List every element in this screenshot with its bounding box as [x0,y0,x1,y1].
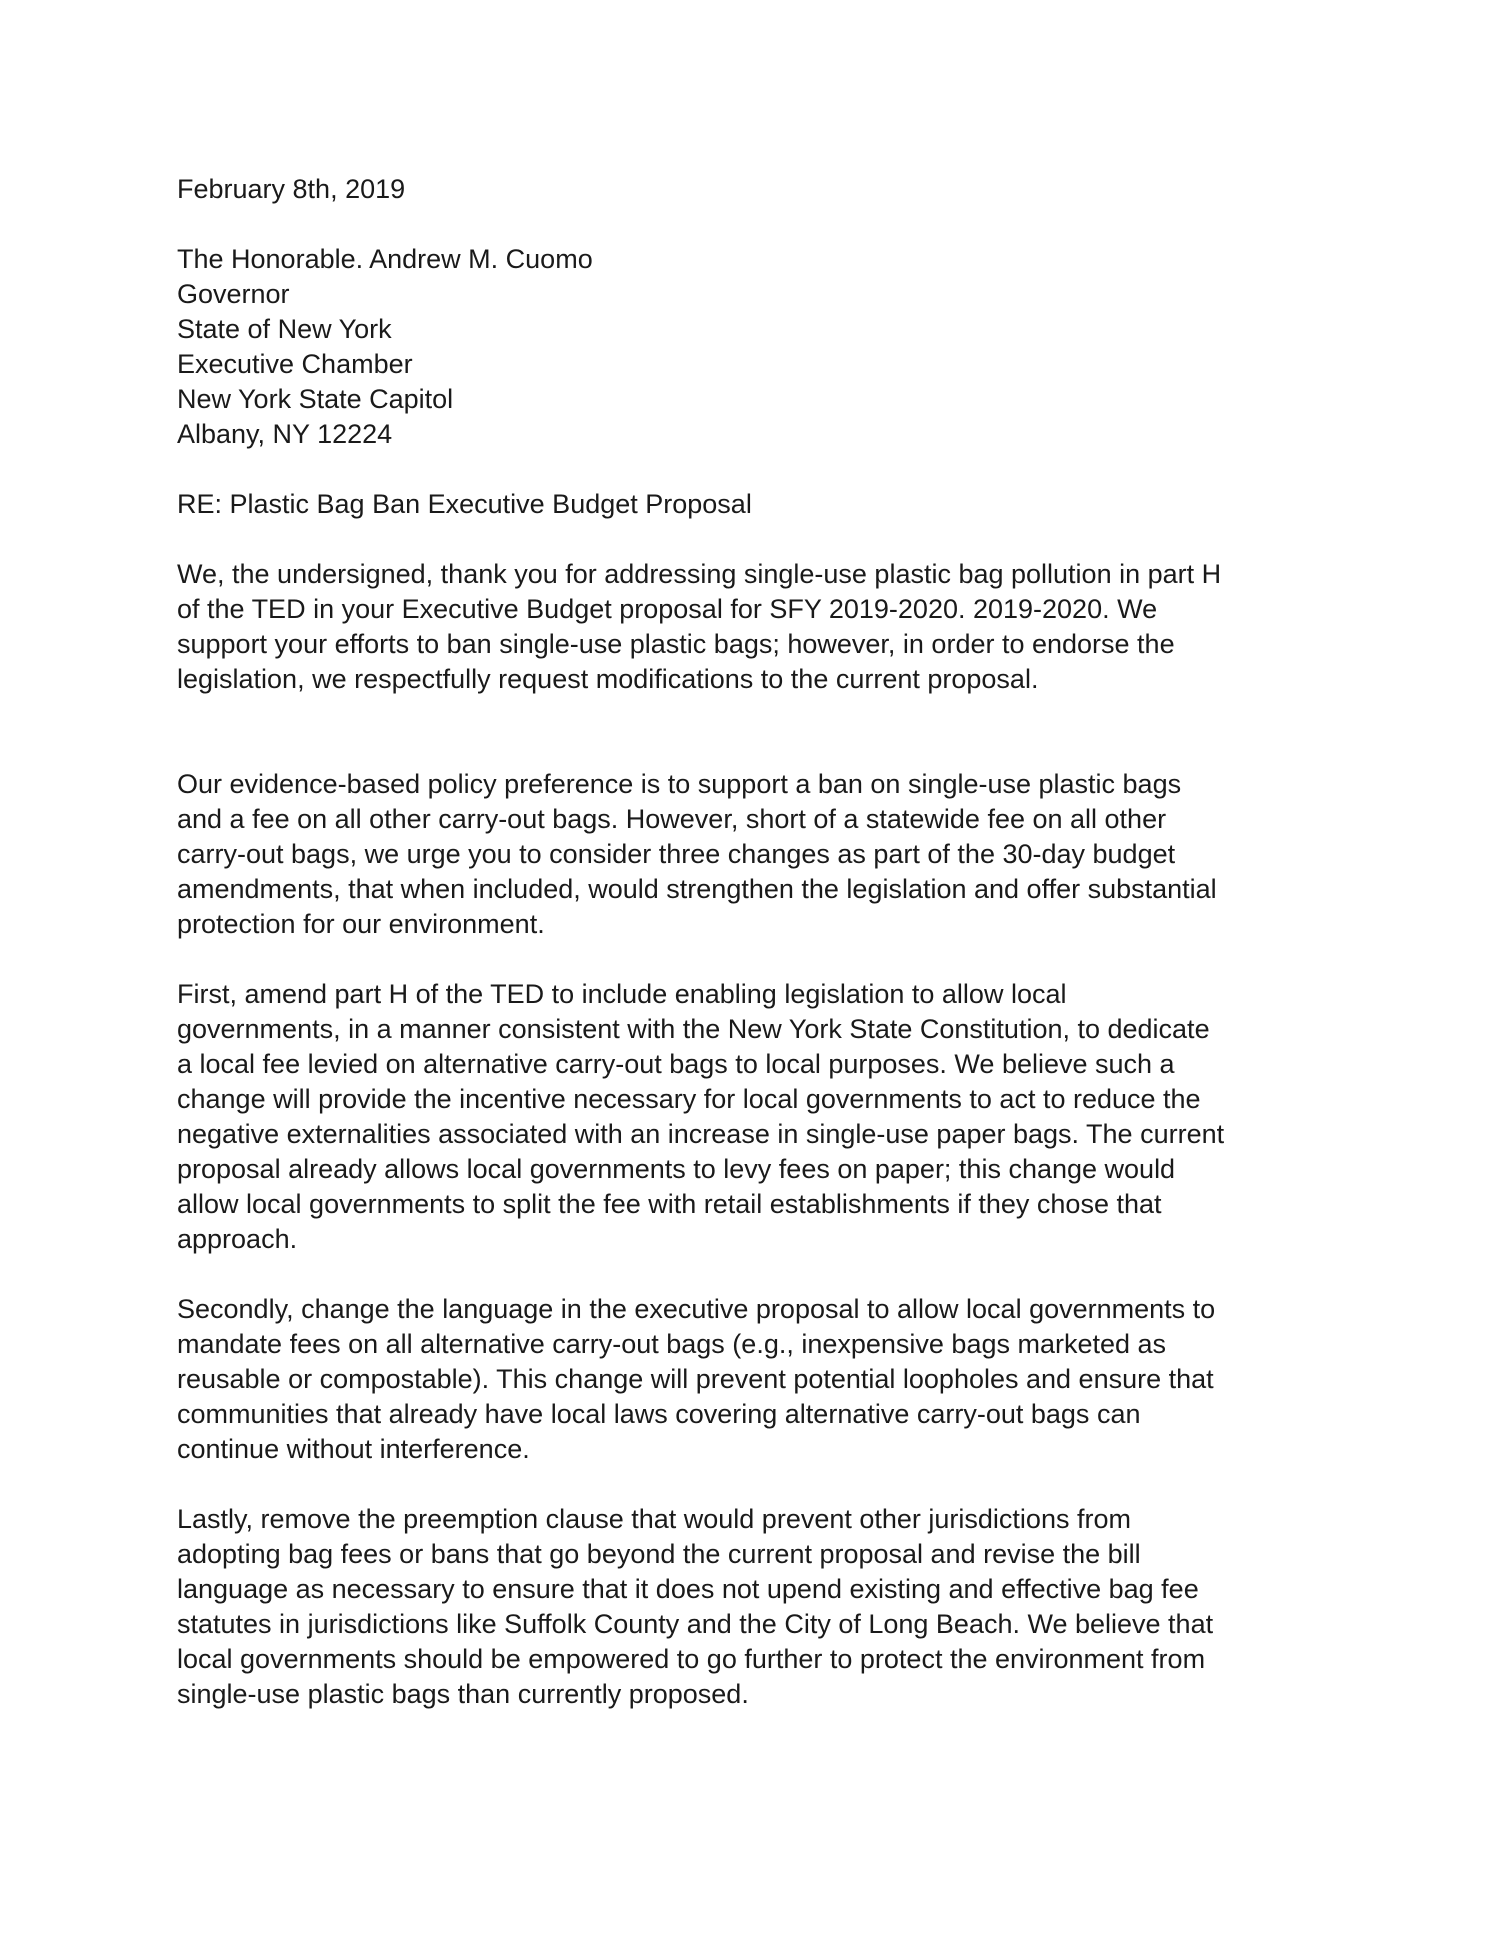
recipient-address [177,242,1347,452]
paragraph-first-change [177,977,1347,1257]
paragraph-line: mandate fees on all alternative carry-out bags (e.g., inexpensive bags marketed as [177,1329,1167,1359]
paragraph-line: of the TED in your Executive Budget proposal for SFY 2019-2020. 2019-2020. We [177,594,1158,624]
paragraph-line: and a fee on all other carry-out bags. However, short of a statewide fee on all other [177,804,1167,834]
paragraph-line: negative externalities associated with an increase in single-use paper bags. The current [177,1119,1225,1149]
paragraph-third-change [177,1502,1347,1712]
letter-body [177,172,1347,1712]
paragraph-line: amendments, that when included, would strengthen the legislation and offer substantial [177,874,1217,904]
paragraph-line: Lastly, remove the preemption clause that would prevent other jurisdictions from [177,1504,1131,1534]
paragraph-line: language as necessary to ensure that it does not upend existing and effective bag fee [177,1574,1199,1604]
paragraph-line: continue without interference. [177,1434,530,1464]
paragraph-line: adopting bag fees or bans that go beyond the current proposal and revise the bill [177,1539,1141,1569]
paragraph-line: reusable or compostable). This change will prevent potential loopholes and ensure that [177,1364,1214,1394]
paragraph-line: local governments should be empowered to go further to protect the environment from [177,1644,1206,1674]
paragraph-line: single-use plastic bags than currently proposed. [177,1679,749,1709]
paragraph-line: a local fee levied on alternative carry-out bags to local purposes. We believe such a [177,1049,1175,1079]
paragraph-line: change will provide the incentive necessary for local governments to act to reduce the [177,1084,1201,1114]
paragraph-line: We, the undersigned, thank you for addressing single-use plastic bag pollution in part H [177,559,1222,589]
recipient-name: The Honorable. Andrew M. Cuomo [177,244,593,274]
paragraph-line: approach. [177,1224,298,1254]
paragraph-line: Our evidence-based policy preference is to support a ban on single-use plastic bags [177,769,1182,799]
paragraph-preference [177,767,1347,942]
paragraph-line: carry-out bags, we urge you to consider three changes as part of the 30-day budget [177,839,1176,869]
paragraph-line: legislation, we respectfully request modifications to the current proposal. [177,664,1039,694]
paragraph-line: statutes in jurisdictions like Suffolk County and the City of Long Beach. We believe that [177,1609,1214,1639]
subject-line: RE: Plastic Bag Ban Executive Budget Proposal [177,489,752,519]
paragraph-line: governments, in a manner consistent with the New York State Constitution, to dedicate [177,1014,1210,1044]
paragraph-line: Secondly, change the language in the executive proposal to allow local governments to [177,1294,1216,1324]
paragraph-line: protection for our environment. [177,909,545,939]
recipient-title: Governor [177,279,290,309]
recipient-building: New York State Capitol [177,384,454,414]
recipient-office: Executive Chamber [177,349,413,379]
paragraph-line: support your efforts to ban single-use plastic bags; however, in order to endorse the [177,629,1175,659]
recipient-city: Albany, NY 12224 [177,419,393,449]
letter-date: February 8th, 2019 [177,174,406,204]
paragraph-line: allow local governments to split the fee with retail establishments if they chose that [177,1189,1162,1219]
recipient-state: State of New York [177,314,392,344]
paragraph-line: communities that already have local laws covering alternative carry-out bags can [177,1399,1141,1429]
paragraph-intro [177,557,1347,697]
paragraph-line: proposal already allows local governments to levy fees on paper; this change would [177,1154,1176,1184]
paragraph-line: First, amend part H of the TED to include enabling legislation to allow local [177,979,1067,1009]
paragraph-second-change [177,1292,1347,1467]
